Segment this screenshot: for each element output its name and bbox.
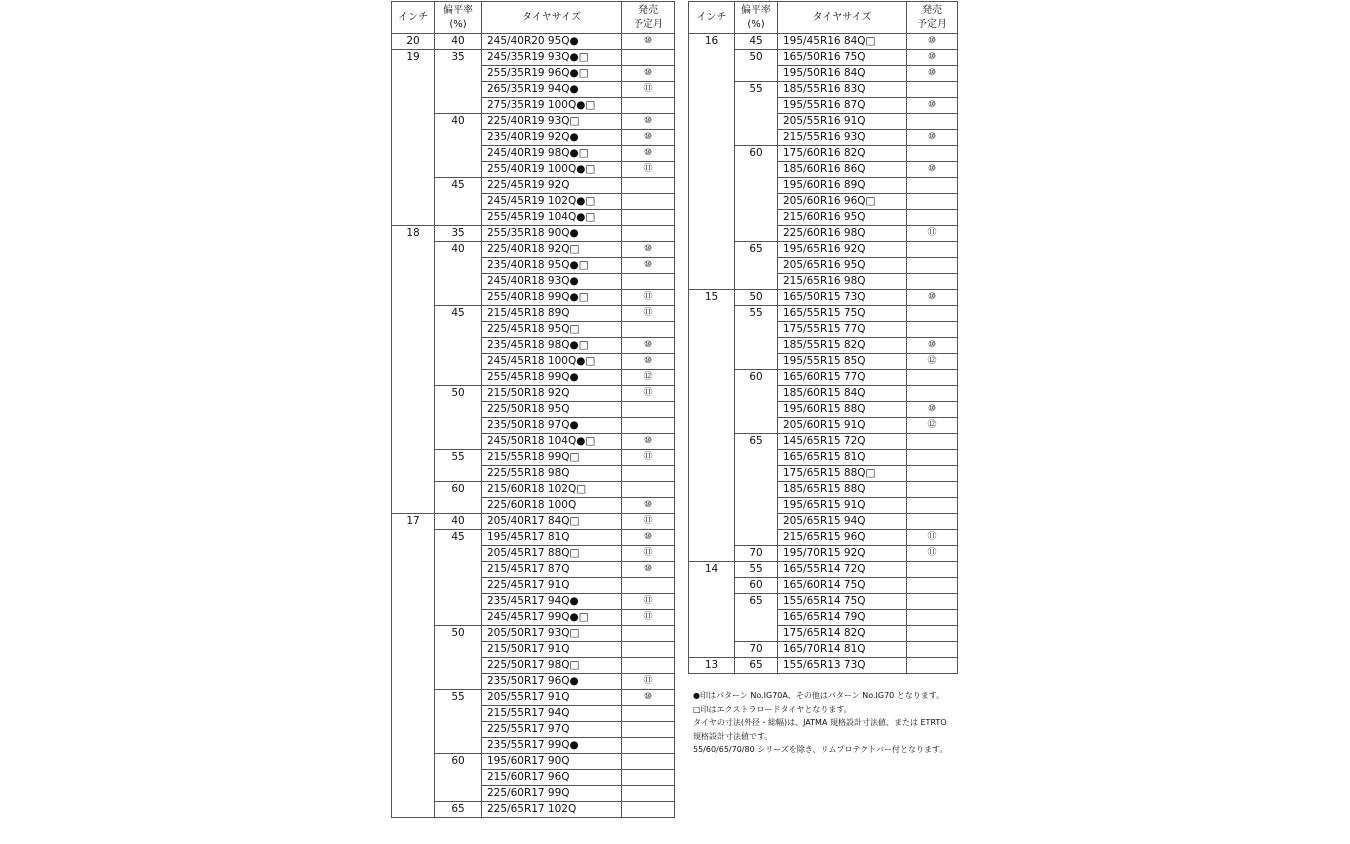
release-month-cell — [622, 50, 675, 66]
release-month-cell: ⑫ — [622, 370, 675, 386]
aspect-ratio-cell: 55 — [735, 306, 778, 370]
release-month-cell — [622, 722, 675, 738]
aspect-ratio-cell: 60 — [735, 370, 778, 434]
inch-cell: 19 — [392, 50, 435, 226]
release-month-cell — [907, 498, 958, 514]
tire-size-cell: 195/70R15 92Q — [778, 546, 907, 562]
tire-size-cell: 195/50R16 84Q — [778, 66, 907, 82]
release-month-cell — [622, 226, 675, 242]
release-month-cell — [907, 274, 958, 290]
tire-size-cell: 195/55R16 87Q — [778, 98, 907, 114]
tire-size-cell: 205/50R17 93Q□ — [482, 626, 622, 642]
header-month: 発売 予定月 — [907, 2, 958, 34]
aspect-ratio-cell: 65 — [735, 594, 778, 642]
release-month-cell: ⑩ — [907, 338, 958, 354]
release-month-cell — [907, 514, 958, 530]
aspect-ratio-cell: 65 — [735, 434, 778, 546]
release-month-cell — [622, 578, 675, 594]
release-month-cell: ⑩ — [907, 98, 958, 114]
header-ratio: 偏平率 (%) — [735, 2, 778, 34]
header-inch: インチ — [689, 2, 735, 34]
inch-cell: 18 — [392, 226, 435, 514]
release-month-cell: ⑩ — [622, 114, 675, 130]
tire-size-cell: 205/60R15 91Q — [778, 418, 907, 434]
release-month-cell — [907, 578, 958, 594]
tire-size-cell: 205/45R17 88Q□ — [482, 546, 622, 562]
release-month-cell — [907, 658, 958, 674]
tire-size-cell: 195/45R17 81Q — [482, 530, 622, 546]
release-month-cell — [907, 386, 958, 402]
tire-size-cell: 215/55R17 94Q — [482, 706, 622, 722]
aspect-ratio-cell: 35 — [435, 50, 482, 114]
tire-size-cell: 235/45R17 94Q● — [482, 594, 622, 610]
tire-size-cell: 245/40R18 93Q● — [482, 274, 622, 290]
tire-size-cell: 185/60R15 84Q — [778, 386, 907, 402]
aspect-ratio-cell: 60 — [735, 578, 778, 594]
release-month-cell — [907, 594, 958, 610]
tire-size-cell: 265/35R19 94Q● — [482, 82, 622, 98]
tire-size-cell: 205/60R16 96Q□ — [778, 194, 907, 210]
tire-size-cell: 165/50R15 73Q — [778, 290, 907, 306]
tire-size-cell: 175/65R15 88Q□ — [778, 466, 907, 482]
release-month-cell: ⑩ — [907, 66, 958, 82]
inch-cell: 14 — [689, 562, 735, 658]
tire-size-cell: 275/35R19 100Q●□ — [482, 98, 622, 114]
footnote: 規格設計寸法値です。 — [693, 731, 773, 741]
inch-cell: 16 — [689, 34, 735, 290]
tire-size-cell: 235/55R17 99Q● — [482, 738, 622, 754]
tire-size-cell: 165/50R16 75Q — [778, 50, 907, 66]
header-month: 発売 予定月 — [622, 2, 675, 34]
table-row — [392, 450, 675, 466]
table-row — [392, 690, 675, 706]
release-month-cell — [907, 146, 958, 162]
tire-size-cell: 255/35R18 90Q● — [482, 226, 622, 242]
release-month-cell: ⑩ — [622, 498, 675, 514]
table-row — [689, 34, 958, 50]
tire-size-cell: 225/45R17 91Q — [482, 578, 622, 594]
tire-size-cell: 245/45R19 102Q●□ — [482, 194, 622, 210]
release-month-cell: ⑩ — [622, 434, 675, 450]
release-month-cell — [622, 658, 675, 674]
release-month-cell: ⑩ — [907, 162, 958, 178]
release-month-cell: ⑩ — [622, 354, 675, 370]
tire-size-cell: 195/65R16 92Q — [778, 242, 907, 258]
aspect-ratio-cell: 55 — [435, 450, 482, 482]
tire-size-cell: 195/60R16 89Q — [778, 178, 907, 194]
table-row — [392, 50, 675, 66]
release-month-cell — [907, 642, 958, 658]
inch-cell: 20 — [392, 34, 435, 50]
tire-size-cell: 225/45R18 95Q□ — [482, 322, 622, 338]
release-month-cell — [622, 754, 675, 770]
aspect-ratio-cell: 45 — [435, 306, 482, 386]
tire-size-cell: 165/65R15 81Q — [778, 450, 907, 466]
table-row — [392, 386, 675, 402]
tire-size-cell: 185/55R16 83Q — [778, 82, 907, 98]
tire-size-cell: 195/65R15 91Q — [778, 498, 907, 514]
aspect-ratio-cell: 35 — [435, 226, 482, 242]
tire-size-cell: 235/40R18 95Q●□ — [482, 258, 622, 274]
tire-size-cell: 195/60R15 88Q — [778, 402, 907, 418]
release-month-cell: ⑪ — [622, 82, 675, 98]
aspect-ratio-cell: 70 — [735, 546, 778, 562]
table-row — [392, 514, 675, 530]
tire-size-cell: 175/60R16 82Q — [778, 146, 907, 162]
footnotes — [693, 689, 983, 757]
release-month-cell — [622, 738, 675, 754]
table-header-row — [689, 2, 958, 34]
tire-size-cell: 215/45R18 89Q — [482, 306, 622, 322]
release-month-cell: ⑪ — [622, 514, 675, 530]
release-month-cell — [622, 322, 675, 338]
release-month-cell: ⑪ — [622, 546, 675, 562]
aspect-ratio-cell: 60 — [435, 482, 482, 514]
tire-size-cell: 165/55R15 75Q — [778, 306, 907, 322]
release-month-cell: ⑪ — [907, 546, 958, 562]
tire-size-cell: 215/60R16 95Q — [778, 210, 907, 226]
aspect-ratio-cell: 70 — [735, 642, 778, 658]
tire-size-cell: 195/55R15 85Q — [778, 354, 907, 370]
release-month-cell — [622, 626, 675, 642]
table-row — [689, 290, 958, 306]
tire-size-cell: 155/65R13 73Q — [778, 658, 907, 674]
release-month-cell — [622, 210, 675, 226]
tire-size-cell: 245/35R19 93Q●□ — [482, 50, 622, 66]
inch-cell: 15 — [689, 290, 735, 562]
release-month-cell — [907, 258, 958, 274]
tire-size-cell: 225/60R16 98Q — [778, 226, 907, 242]
inch-cell: 17 — [392, 514, 435, 818]
tire-size-table-right — [688, 1, 958, 674]
tire-size-cell: 205/65R16 95Q — [778, 258, 907, 274]
table-row — [392, 626, 675, 642]
table-row — [392, 178, 675, 194]
tire-size-cell: 195/45R16 84Q□ — [778, 34, 907, 50]
release-month-cell: ⑩ — [622, 690, 675, 706]
release-month-cell — [907, 82, 958, 98]
tire-size-cell: 235/45R18 98Q●□ — [482, 338, 622, 354]
release-month-cell — [907, 194, 958, 210]
release-month-cell — [622, 642, 675, 658]
tire-size-cell: 255/45R18 99Q● — [482, 370, 622, 386]
aspect-ratio-cell: 50 — [435, 386, 482, 450]
footnote: 55/60/65/70/80 シリーズを除き、リムプロテクトバー付となります。 — [693, 745, 948, 754]
tire-size-cell: 245/45R18 100Q●□ — [482, 354, 622, 370]
tire-size-cell: 215/45R17 87Q — [482, 562, 622, 578]
footnote: タイヤの寸法(外径・総幅)は、JATMA 規格設計寸法値、または ETRTO — [693, 718, 947, 727]
tire-size-cell: 225/55R18 98Q — [482, 466, 622, 482]
release-month-cell — [622, 178, 675, 194]
release-month-cell — [907, 114, 958, 130]
tire-size-cell: 225/60R18 100Q — [482, 498, 622, 514]
tire-size-cell: 185/65R15 88Q — [778, 482, 907, 498]
aspect-ratio-cell: 40 — [435, 34, 482, 50]
release-month-cell — [622, 402, 675, 418]
release-month-cell: ⑩ — [622, 130, 675, 146]
tire-size-cell: 225/50R18 95Q — [482, 402, 622, 418]
release-month-cell: ⑩ — [907, 130, 958, 146]
tire-size-cell: 165/60R14 75Q — [778, 578, 907, 594]
tire-size-cell: 225/55R17 97Q — [482, 722, 622, 738]
release-month-cell: ⑩ — [622, 34, 675, 50]
tire-size-cell: 165/70R14 81Q — [778, 642, 907, 658]
aspect-ratio-cell: 40 — [435, 514, 482, 530]
release-month-cell: ⑪ — [622, 450, 675, 466]
release-month-cell — [622, 466, 675, 482]
tire-size-cell: 165/55R14 72Q — [778, 562, 907, 578]
table-row — [392, 802, 675, 818]
aspect-ratio-cell: 55 — [735, 562, 778, 578]
tire-size-cell: 235/50R18 97Q● — [482, 418, 622, 434]
tire-size-cell: 235/50R17 96Q● — [482, 674, 622, 690]
table-header-row — [392, 2, 675, 34]
release-month-cell: ⑪ — [622, 386, 675, 402]
release-month-cell — [622, 706, 675, 722]
release-month-cell — [907, 178, 958, 194]
aspect-ratio-cell: 40 — [435, 114, 482, 178]
tire-size-cell: 225/50R17 98Q□ — [482, 658, 622, 674]
aspect-ratio-cell: 45 — [435, 178, 482, 226]
release-month-cell: ⑩ — [622, 242, 675, 258]
aspect-ratio-cell: 55 — [435, 690, 482, 754]
tire-size-cell: 175/65R14 82Q — [778, 626, 907, 642]
aspect-ratio-cell: 50 — [735, 290, 778, 306]
release-month-cell — [907, 322, 958, 338]
release-month-cell — [907, 610, 958, 626]
table-row — [392, 306, 675, 322]
release-month-cell: ⑪ — [622, 674, 675, 690]
aspect-ratio-cell: 50 — [435, 626, 482, 690]
aspect-ratio-cell: 40 — [435, 242, 482, 306]
tire-size-cell: 255/40R19 100Q●□ — [482, 162, 622, 178]
release-month-cell: ⑩ — [622, 562, 675, 578]
tire-size-cell: 215/50R17 91Q — [482, 642, 622, 658]
release-month-cell: ⑪ — [622, 594, 675, 610]
aspect-ratio-cell: 45 — [735, 34, 778, 50]
tire-size-cell: 205/40R17 84Q□ — [482, 514, 622, 530]
tire-size-cell: 225/45R19 92Q — [482, 178, 622, 194]
tire-size-cell: 255/35R19 96Q●□ — [482, 66, 622, 82]
release-month-cell: ⑩ — [622, 338, 675, 354]
aspect-ratio-cell: 50 — [735, 50, 778, 82]
tire-size-cell: 145/65R15 72Q — [778, 434, 907, 450]
release-month-cell — [622, 482, 675, 498]
release-month-cell — [907, 306, 958, 322]
table-row — [392, 482, 675, 498]
tire-size-cell: 205/55R17 91Q — [482, 690, 622, 706]
tire-size-cell: 215/55R16 93Q — [778, 130, 907, 146]
release-month-cell: ⑩ — [907, 34, 958, 50]
release-month-cell — [907, 210, 958, 226]
tire-size-cell: 245/45R17 99Q●□ — [482, 610, 622, 626]
inch-cell: 13 — [689, 658, 735, 674]
tire-size-cell: 225/40R19 93Q□ — [482, 114, 622, 130]
footnote: ●印はパターン No.IG70A、その他はパターン No.IG70 となります。 — [693, 691, 945, 700]
release-month-cell: ⑩ — [907, 290, 958, 306]
release-month-cell — [622, 98, 675, 114]
release-month-cell — [907, 370, 958, 386]
tire-size-cell: 185/55R15 82Q — [778, 338, 907, 354]
tire-size-cell: 205/65R15 94Q — [778, 514, 907, 530]
release-month-cell: ⑪ — [622, 290, 675, 306]
release-month-cell: ⑩ — [907, 50, 958, 66]
table-row — [392, 226, 675, 242]
release-month-cell — [907, 450, 958, 466]
table-row — [392, 34, 675, 50]
aspect-ratio-cell: 60 — [735, 146, 778, 242]
release-month-cell — [622, 770, 675, 786]
tire-size-cell: 235/40R19 92Q● — [482, 130, 622, 146]
table-row — [392, 530, 675, 546]
release-month-cell: ⑫ — [907, 354, 958, 370]
tire-size-cell: 215/65R15 96Q — [778, 530, 907, 546]
tire-size-cell: 245/40R20 95Q● — [482, 34, 622, 50]
header-inch: インチ — [392, 2, 435, 34]
release-month-cell — [622, 786, 675, 802]
release-month-cell — [622, 418, 675, 434]
release-month-cell: ⑩ — [622, 530, 675, 546]
release-month-cell: ⑪ — [622, 162, 675, 178]
tire-size-cell: 215/60R17 96Q — [482, 770, 622, 786]
tire-size-cell: 155/65R14 75Q — [778, 594, 907, 610]
tire-size-cell: 215/50R18 92Q — [482, 386, 622, 402]
tire-size-cell: 175/55R15 77Q — [778, 322, 907, 338]
tire-size-cell: 205/55R16 91Q — [778, 114, 907, 130]
tire-size-cell: 245/50R18 104Q●□ — [482, 434, 622, 450]
header-size: タイヤサイズ — [778, 2, 907, 34]
aspect-ratio-cell: 55 — [735, 82, 778, 146]
release-month-cell: ⑩ — [622, 66, 675, 82]
tire-size-cell: 215/55R18 99Q□ — [482, 450, 622, 466]
aspect-ratio-cell: 65 — [435, 802, 482, 818]
header-size: タイヤサイズ — [482, 2, 622, 34]
tire-size-cell: 225/60R17 99Q — [482, 786, 622, 802]
release-month-cell — [907, 562, 958, 578]
release-month-cell — [622, 274, 675, 290]
release-month-cell: ⑩ — [622, 146, 675, 162]
tire-size-cell: 255/45R19 104Q●□ — [482, 210, 622, 226]
aspect-ratio-cell: 45 — [435, 530, 482, 626]
aspect-ratio-cell: 65 — [735, 242, 778, 290]
release-month-cell: ⑪ — [622, 306, 675, 322]
release-month-cell — [907, 242, 958, 258]
release-month-cell: ⑪ — [907, 530, 958, 546]
tire-size-cell: 215/60R18 102Q□ — [482, 482, 622, 498]
aspect-ratio-cell: 60 — [435, 754, 482, 802]
release-month-cell: ⑫ — [907, 418, 958, 434]
tire-size-cell: 225/65R17 102Q — [482, 802, 622, 818]
tire-size-cell: 165/65R14 79Q — [778, 610, 907, 626]
release-month-cell: ⑩ — [907, 402, 958, 418]
footnote: □印はエクストラロードタイヤとなります。 — [693, 704, 852, 714]
tire-size-cell: 245/40R19 98Q●□ — [482, 146, 622, 162]
release-month-cell: ⑪ — [622, 610, 675, 626]
tire-size-cell: 215/65R16 98Q — [778, 274, 907, 290]
release-month-cell: ⑪ — [907, 226, 958, 242]
release-month-cell — [622, 802, 675, 818]
aspect-ratio-cell: 65 — [735, 658, 778, 674]
release-month-cell — [907, 482, 958, 498]
tire-size-cell: 195/60R17 90Q — [482, 754, 622, 770]
table-row — [392, 754, 675, 770]
release-month-cell — [907, 434, 958, 450]
table-row — [392, 114, 675, 130]
tire-size-cell: 255/40R18 99Q●□ — [482, 290, 622, 306]
tire-size-table-left — [391, 1, 675, 818]
tire-size-cell: 225/40R18 92Q□ — [482, 242, 622, 258]
release-month-cell: ⑩ — [622, 258, 675, 274]
release-month-cell — [907, 466, 958, 482]
header-ratio: 偏平率 (%) — [435, 2, 482, 34]
table-row — [392, 242, 675, 258]
release-month-cell — [907, 626, 958, 642]
release-month-cell — [622, 194, 675, 210]
tire-size-cell: 165/60R15 77Q — [778, 370, 907, 386]
tire-size-cell: 185/60R16 86Q — [778, 162, 907, 178]
table-row — [689, 658, 958, 674]
table-row — [689, 562, 958, 578]
